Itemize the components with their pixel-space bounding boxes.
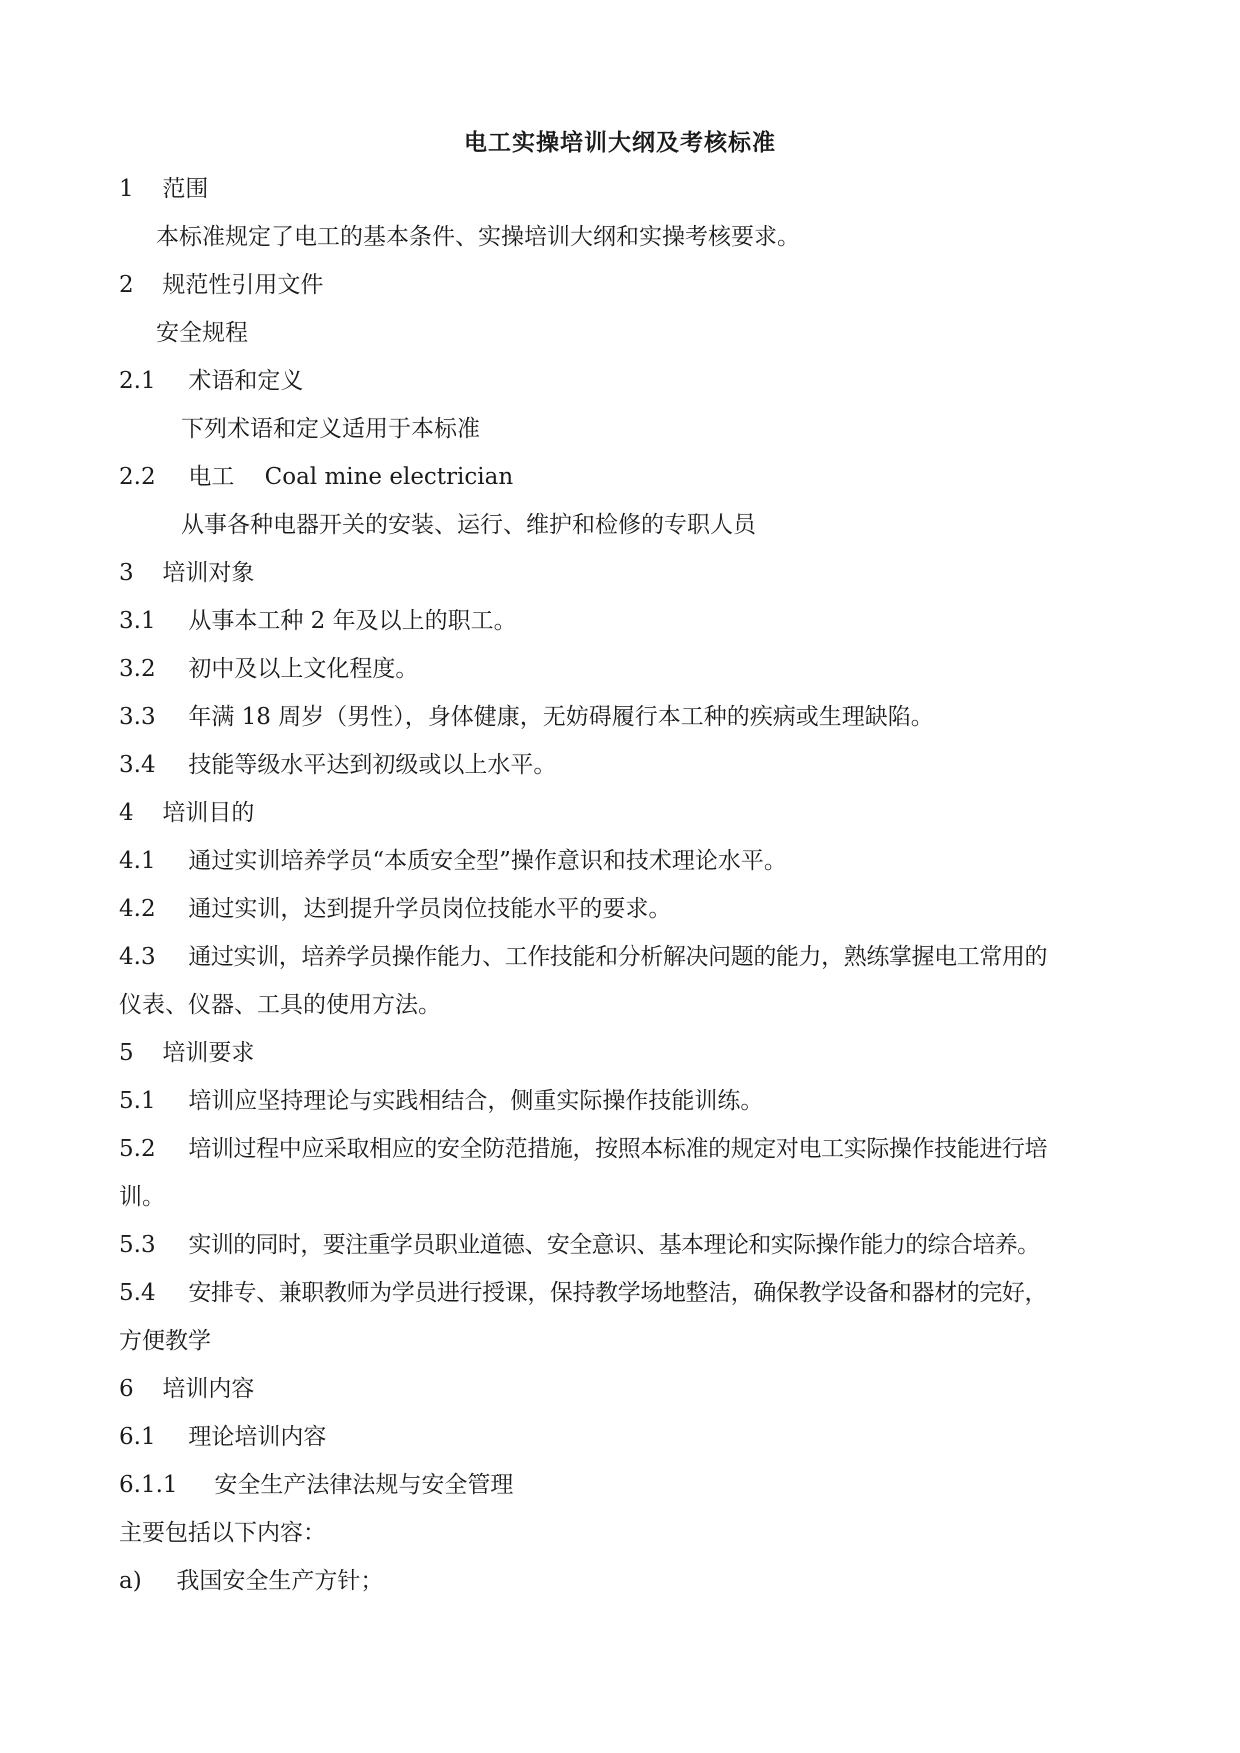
paragraph-text: 下列术语和定义适用于本标准	[181, 416, 480, 442]
section-title: 培训目的	[162, 800, 255, 826]
item-text: 从事本工种 2 年及以上的职工。	[188, 608, 517, 634]
item-text: 培训过程中应采取相应的安全防范措施，按照本标准的规定对电工实际操作技能进行培	[188, 1136, 1048, 1162]
section-title: 培训内容	[162, 1376, 255, 1402]
section-number: 2.2	[119, 464, 156, 490]
paragraph-line	[119, 1182, 165, 1212]
paragraph-text: 训。	[119, 1184, 165, 1210]
paragraph-line	[181, 510, 756, 540]
item-number: 3.1	[119, 608, 156, 634]
section-heading	[119, 270, 323, 300]
paragraph-line	[119, 990, 441, 1020]
paragraph-text: 从事各种电器开关的安装、运行、维护和检修的专职人员	[181, 512, 756, 538]
list-item	[119, 894, 671, 924]
section-title: 培训要求	[162, 1040, 255, 1066]
list-item	[119, 1278, 1047, 1308]
item-text: 通过实训，达到提升学员岗位技能水平的要求。	[188, 896, 672, 922]
item-text: 培训应坚持理论与实践相结合，侧重实际操作技能训练。	[188, 1088, 764, 1114]
section-number: 6	[119, 1376, 134, 1402]
list-item	[119, 750, 556, 780]
item-number: 4.2	[119, 896, 156, 922]
paragraph-text: 本标准规定了电工的基本条件、实操培训大纲和实操考核要求。	[156, 224, 800, 250]
list-item	[119, 1566, 383, 1596]
paragraph-line	[156, 222, 800, 252]
section-number: 1	[119, 176, 134, 202]
list-item	[119, 846, 787, 876]
item-text: 技能等级水平达到初级或以上水平。	[188, 752, 557, 778]
section-number: 6.1.1	[119, 1472, 178, 1498]
paragraph-text: 主要包括以下内容：	[119, 1520, 326, 1546]
section-title: 理论培训内容	[188, 1424, 327, 1450]
item-text: 通过实训培养学员“本质安全型”操作意识和技术理论水平。	[188, 848, 787, 874]
subsection-heading	[119, 366, 303, 396]
section-title: 规范性引用文件	[162, 272, 324, 298]
section-title: 电工 Coal mine electrician	[188, 464, 514, 490]
document-title: 电工实操培训大纲及考核标准	[464, 129, 776, 156]
paragraph-line	[119, 1326, 211, 1356]
section-heading	[119, 798, 254, 828]
item-text: 通过实训，培养学员操作能力、工作技能和分析解决问题的能力，熟练掌握电工常用的	[188, 944, 1048, 970]
paragraph-line	[156, 318, 248, 348]
section-number: 2.1	[119, 368, 156, 394]
paragraph-text: 仪表、仪器、工具的使用方法。	[119, 992, 441, 1018]
section-heading	[119, 1374, 254, 1404]
item-number: 5.2	[119, 1136, 156, 1162]
paragraph-text: 方便教学	[119, 1328, 211, 1354]
item-text: 实训的同时，要注重学员职业道德、安全意识、基本理论和实际操作能力的综合培养。	[188, 1232, 1040, 1258]
section-number: 4	[119, 800, 134, 826]
item-number: a)	[119, 1568, 142, 1594]
section-title: 培训对象	[162, 560, 255, 586]
list-item	[119, 702, 934, 732]
item-number: 4.1	[119, 848, 156, 874]
item-text: 我国安全生产方针；	[176, 1568, 384, 1594]
item-number: 3.2	[119, 656, 156, 682]
section-number: 3	[119, 560, 134, 586]
list-item	[119, 1134, 1047, 1164]
list-item	[119, 1086, 763, 1116]
section-heading	[119, 558, 254, 588]
list-item	[119, 654, 418, 684]
section-number: 6.1	[119, 1424, 156, 1450]
item-number: 3.4	[119, 752, 156, 778]
section-number: 2	[119, 272, 134, 298]
item-text: 初中及以上文化程度。	[188, 656, 419, 682]
subsection-heading	[119, 462, 513, 492]
section-title: 范围	[162, 176, 209, 202]
paragraph-text: 安全规程	[156, 320, 248, 346]
section-title: 术语和定义	[188, 368, 304, 394]
section-number: 5	[119, 1040, 134, 1066]
item-number: 3.3	[119, 704, 156, 730]
paragraph-line	[181, 414, 480, 444]
section-heading	[119, 174, 208, 204]
item-number: 5.1	[119, 1088, 156, 1114]
list-item	[119, 1230, 1040, 1260]
item-text: 安排专、兼职教师为学员进行授课，保持教学场地整洁，确保教学设备和器材的完好，	[188, 1280, 1048, 1306]
item-number: 5.4	[119, 1280, 156, 1306]
subsection-heading	[119, 1470, 513, 1500]
item-number: 5.3	[119, 1232, 156, 1258]
list-item	[119, 942, 1047, 972]
item-text: 年满 18 周岁（男性），身体健康，无妨碍履行本工种的疾病或生理缺陷。	[188, 704, 934, 730]
subsection-heading	[119, 1422, 326, 1452]
section-title: 安全生产法律法规与安全管理	[214, 1472, 514, 1498]
section-heading	[119, 1038, 254, 1068]
item-number: 4.3	[119, 944, 156, 970]
paragraph-line	[119, 1518, 326, 1548]
list-item	[119, 606, 517, 636]
